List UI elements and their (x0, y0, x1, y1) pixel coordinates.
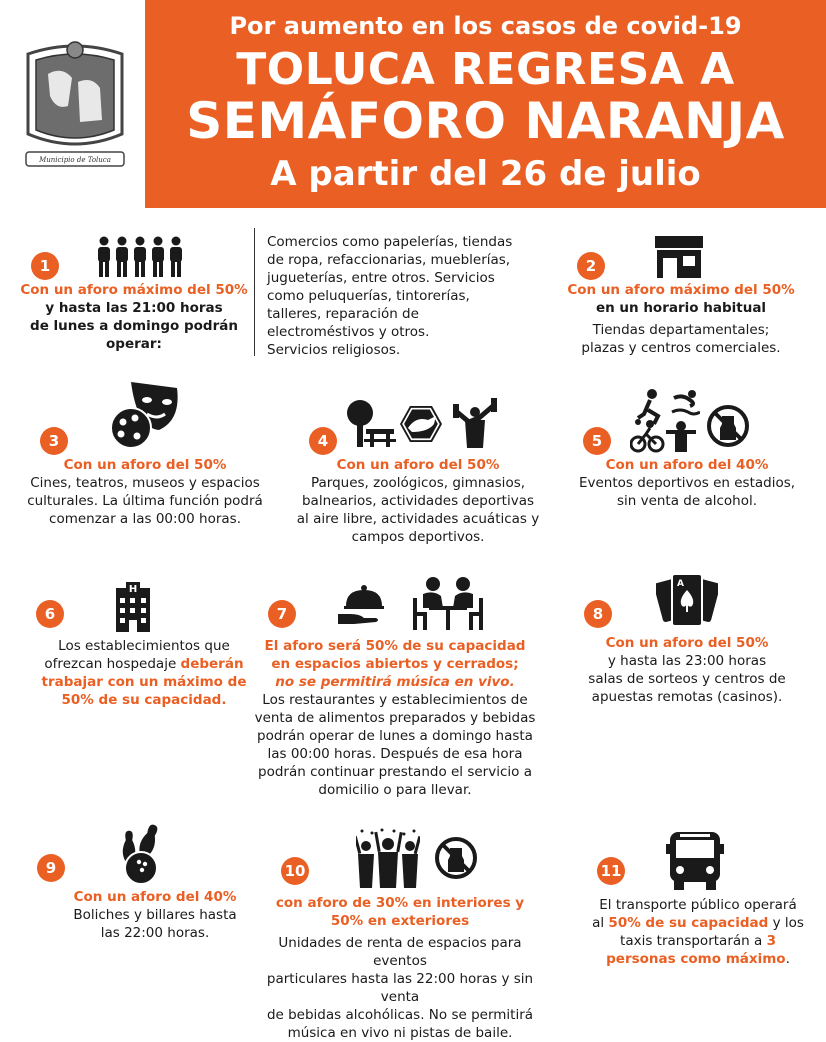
park-icon (344, 399, 396, 449)
restaurant-table-icon (409, 576, 487, 632)
weightlifter-icon (451, 398, 499, 450)
item-7-highlight: en espacios abiertos y cerrados; (271, 656, 519, 672)
item-number: 10 (281, 857, 309, 885)
header-title-line2: SEMÁFORO NARANJA (186, 92, 785, 150)
item-1-list (267, 233, 527, 359)
item-1-highlight: Con un aforo máximo del 50% (20, 282, 248, 298)
item-7-line: las 00:00 horas. Después de esa hora (267, 746, 523, 762)
item-number: 1 (31, 252, 59, 280)
item-2-line: Tiendas departamentales; (592, 322, 770, 338)
item-3-text (18, 456, 272, 528)
toluca-coat-of-arms-icon (22, 36, 128, 170)
item-8-highlight: Con un aforo del 50% (605, 635, 769, 651)
party-crowd-icon (356, 828, 420, 890)
item-4-highlight: Con un aforo del 50% (336, 457, 500, 473)
no-alcohol-icon (434, 836, 478, 880)
bowling-icon (115, 822, 163, 886)
item-7-line: Los restaurantes y establecimientos de (262, 692, 528, 708)
item-10-text (252, 894, 548, 1042)
item-4-line: balnearios, actividades deportivas (301, 493, 535, 509)
item-9-text (40, 888, 270, 942)
item-2-highlight: Con un aforo máximo del 50% (567, 282, 795, 298)
rhino-icon (398, 404, 444, 444)
item-number: 7 (268, 600, 296, 628)
item-10-line: particulares hasta las 22:00 horas y sin venta (266, 971, 534, 1005)
sports-icon (630, 388, 700, 454)
list-line: jugueterías, entre otros. Servicios (267, 270, 495, 286)
item-5-line: Eventos deportivos en estadios, (578, 475, 796, 491)
svg-text:H: H (128, 584, 138, 595)
item-4-text (292, 456, 544, 546)
item-7-highlight: no se permitirá música en vivo. (275, 674, 515, 690)
item-6-highlight: trabajar con un máximo de (41, 674, 247, 690)
item-3-line: comenzar a las 00:00 horas. (49, 511, 241, 527)
logo-ribbon-text: Municipio de Toluca (39, 156, 111, 164)
header-subtitle: Por aumento en los casos de covid-19 (229, 12, 742, 40)
item-number: 9 (37, 854, 65, 882)
item-1-line: y hasta las 21:00 horas (45, 300, 223, 316)
item-10-line: Unidades de renta de espacios para eventos (278, 935, 522, 969)
item-4-line: al aire libre, actividades acuáticas y (296, 511, 540, 527)
item-5-text (562, 456, 812, 510)
item-11-highlight: personas como máximo (606, 951, 786, 967)
item-number: 6 (36, 600, 64, 628)
item-6-text (18, 637, 270, 709)
header-date: A partir del 26 de julio (270, 154, 701, 194)
item-9-line: las 22:00 horas. (100, 925, 210, 941)
divider (254, 228, 255, 356)
item-6-line: ofrezcan hospedaje (44, 656, 177, 672)
item-7-text (252, 637, 538, 799)
list-line: talleres, reparación de (267, 306, 419, 322)
item-number: 5 (583, 427, 611, 455)
item-number: 4 (309, 427, 337, 455)
item-11-highlight: 50% de su capacidad (608, 915, 769, 931)
item-3-line: Cines, teatros, museos y espacios (30, 475, 260, 491)
item-5-highlight: Con un aforo del 40% (605, 457, 769, 473)
no-alcohol-icon (706, 404, 750, 448)
header-title-line1: TOLUCA REGRESA A (236, 44, 735, 95)
item-8-text (562, 634, 812, 706)
bus-icon (666, 830, 724, 892)
cards-icon (656, 570, 718, 630)
list-line: de ropa, refaccionarias, mueblerías, (267, 252, 511, 268)
item-number: 2 (577, 252, 605, 280)
item-2-text (555, 281, 807, 357)
item-11-highlight: 3 (766, 933, 776, 949)
item-11-line: taxis transportarán a (620, 933, 763, 949)
item-7-highlight: El aforo será 50% de su capacidad (264, 638, 526, 654)
item-number: 3 (40, 427, 68, 455)
item-1-line: de lunes a domingo podrán (30, 318, 238, 334)
item-8-line: y hasta las 23:00 horas (607, 653, 767, 669)
item-6-highlight: deberán (180, 656, 244, 672)
item-8-line: apuestas remotas (casinos). (591, 689, 783, 705)
svg-text:A: A (677, 579, 684, 589)
item-5-line: sin venta de alcohol. (616, 493, 758, 509)
header-banner (145, 0, 826, 208)
list-line: como peluquerías, tintorerías, (267, 288, 470, 304)
item-11-line: al (592, 915, 605, 931)
item-11-line: . (785, 951, 790, 967)
item-6-highlight: 50% de su capacidad. (61, 692, 227, 708)
people-icon (95, 236, 187, 278)
item-10-highlight: con aforo de 30% en interiores y (275, 895, 525, 911)
list-line: electroméstivos y otros. (267, 324, 430, 340)
item-10-highlight: 50% en exteriores (330, 913, 470, 929)
item-3-highlight: Con un aforo del 50% (63, 457, 227, 473)
item-9-highlight: Con un aforo del 40% (73, 889, 237, 905)
item-2-line: plazas y centros comerciales. (581, 340, 781, 356)
item-1-text (18, 281, 250, 353)
list-line: Servicios religiosos. (267, 342, 401, 358)
item-10-line: música en vivo ni pistas de baile. (287, 1025, 513, 1041)
item-7-line: podrán continuar prestando el servicio a (258, 764, 532, 780)
item-number: 11 (597, 857, 625, 885)
item-8-line: salas de sorteos y centros de (588, 671, 786, 687)
item-2-line: en un horario habitual (595, 300, 767, 316)
item-number: 8 (584, 600, 612, 628)
item-7-line: domicilio o para llevar. (318, 782, 472, 798)
item-11-text (582, 896, 814, 968)
item-3-line: culturales. La última función podrá (27, 493, 263, 509)
item-6-line: Los establecimientos que (58, 638, 230, 654)
food-service-icon (336, 584, 386, 628)
item-4-line: campos deportivos. (351, 529, 485, 545)
store-icon (653, 234, 705, 280)
list-line: Comercios como papelerías, tiendas (267, 234, 513, 250)
item-7-line: venta de alimentos preparados y bebidas (254, 710, 536, 726)
item-11-line: El transporte público operará (599, 897, 797, 913)
item-9-line: Boliches y billares hasta (73, 907, 237, 923)
item-10-line: de bebidas alcohólicas. No se permitirá (266, 1007, 534, 1023)
item-7-line: podrán operar de lunes a domingo hasta (257, 728, 533, 744)
item-11-line: y los (772, 915, 804, 931)
item-4-line: Parques, zoológicos, gimnasios, (310, 475, 526, 491)
theater-masks-icon (107, 380, 183, 450)
item-1-line: operar: (106, 336, 162, 352)
hotel-icon (114, 582, 152, 632)
